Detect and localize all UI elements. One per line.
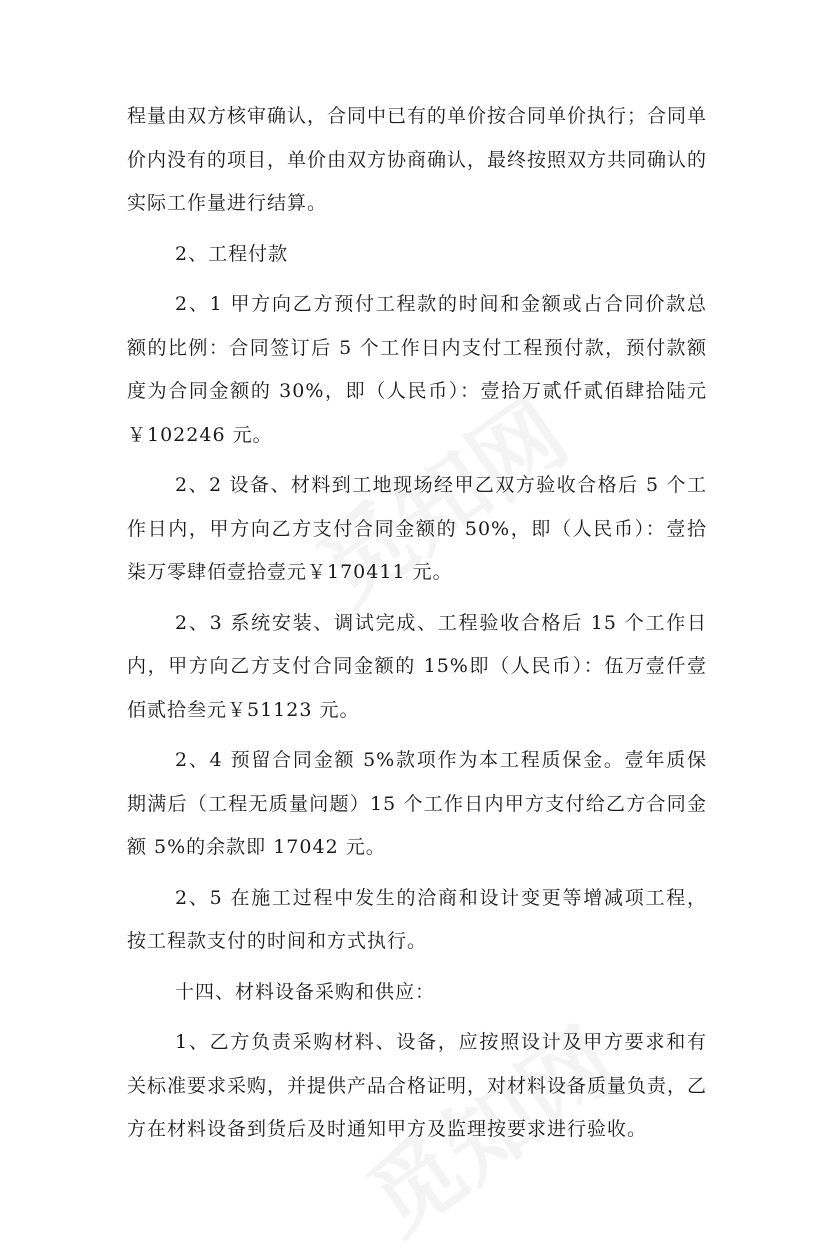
paragraph-clause-materials-1: 1、乙方负责采购材料、设备，应按照设计及甲方要求和有关标准要求采购，并提供产品合格证明，对材料设备质量负责，乙方在材料设备到货后及时通知甲方及监理按要求进行验收。	[127, 1031, 708, 1140]
paragraph-clause-2-5: 2、5 在施工过程中发生的洽商和设计变更等增减项工程，按工程款支付的时间和方式执行。	[127, 886, 707, 952]
section-heading-materials: 十四、材料设备采购和供应：	[175, 980, 436, 1003]
paragraph-clause-2-2: 2、2 设备、材料到工地现场经甲乙双方验收合格后 5 个工作日内，甲方向乙方支付合同金额的 50%，即（人民币）：壹拾柒万零肆佰壹拾壹元￥170411 元。	[127, 474, 707, 583]
section-heading-payment: 2、工程付款	[175, 242, 289, 265]
paragraph-clause-2-3: 2、3 系统安装、调试完成、工程验收合格后 15 个工作日内，甲方向乙方支付合同金额的 15%即（人民币）：伍万壹仟壹佰贰拾叁元￥51123 元。	[127, 611, 707, 721]
paragraph-clause-2-4: 2、4 预留合同金额 5%款项作为本工程质保金。壹年质保期满后（工程无质量问题）15 个工作日内甲方支付给乙方合同金额 5%的余款即 17042 元。	[127, 749, 707, 858]
paragraph-continuation: 程量由双方核审确认，合同中已有的单价按合同单价执行；合同单价内没有的项目，单价由双方协商确认，最终按照双方共同确认的实际工作量进行结算。	[127, 105, 708, 214]
paragraph-clause-2-1: 2、1 甲方向乙方预付工程款的时间和金额或占合同价款总额的比例：合同签订后 5 个工作日内支付工程预付款，预付款额度为合同金额的 30%，即（人民币）：壹拾万贰仟贰佰肆拾陆元￥102246 元。	[127, 293, 707, 446]
document-body	[127, 95, 707, 1159]
